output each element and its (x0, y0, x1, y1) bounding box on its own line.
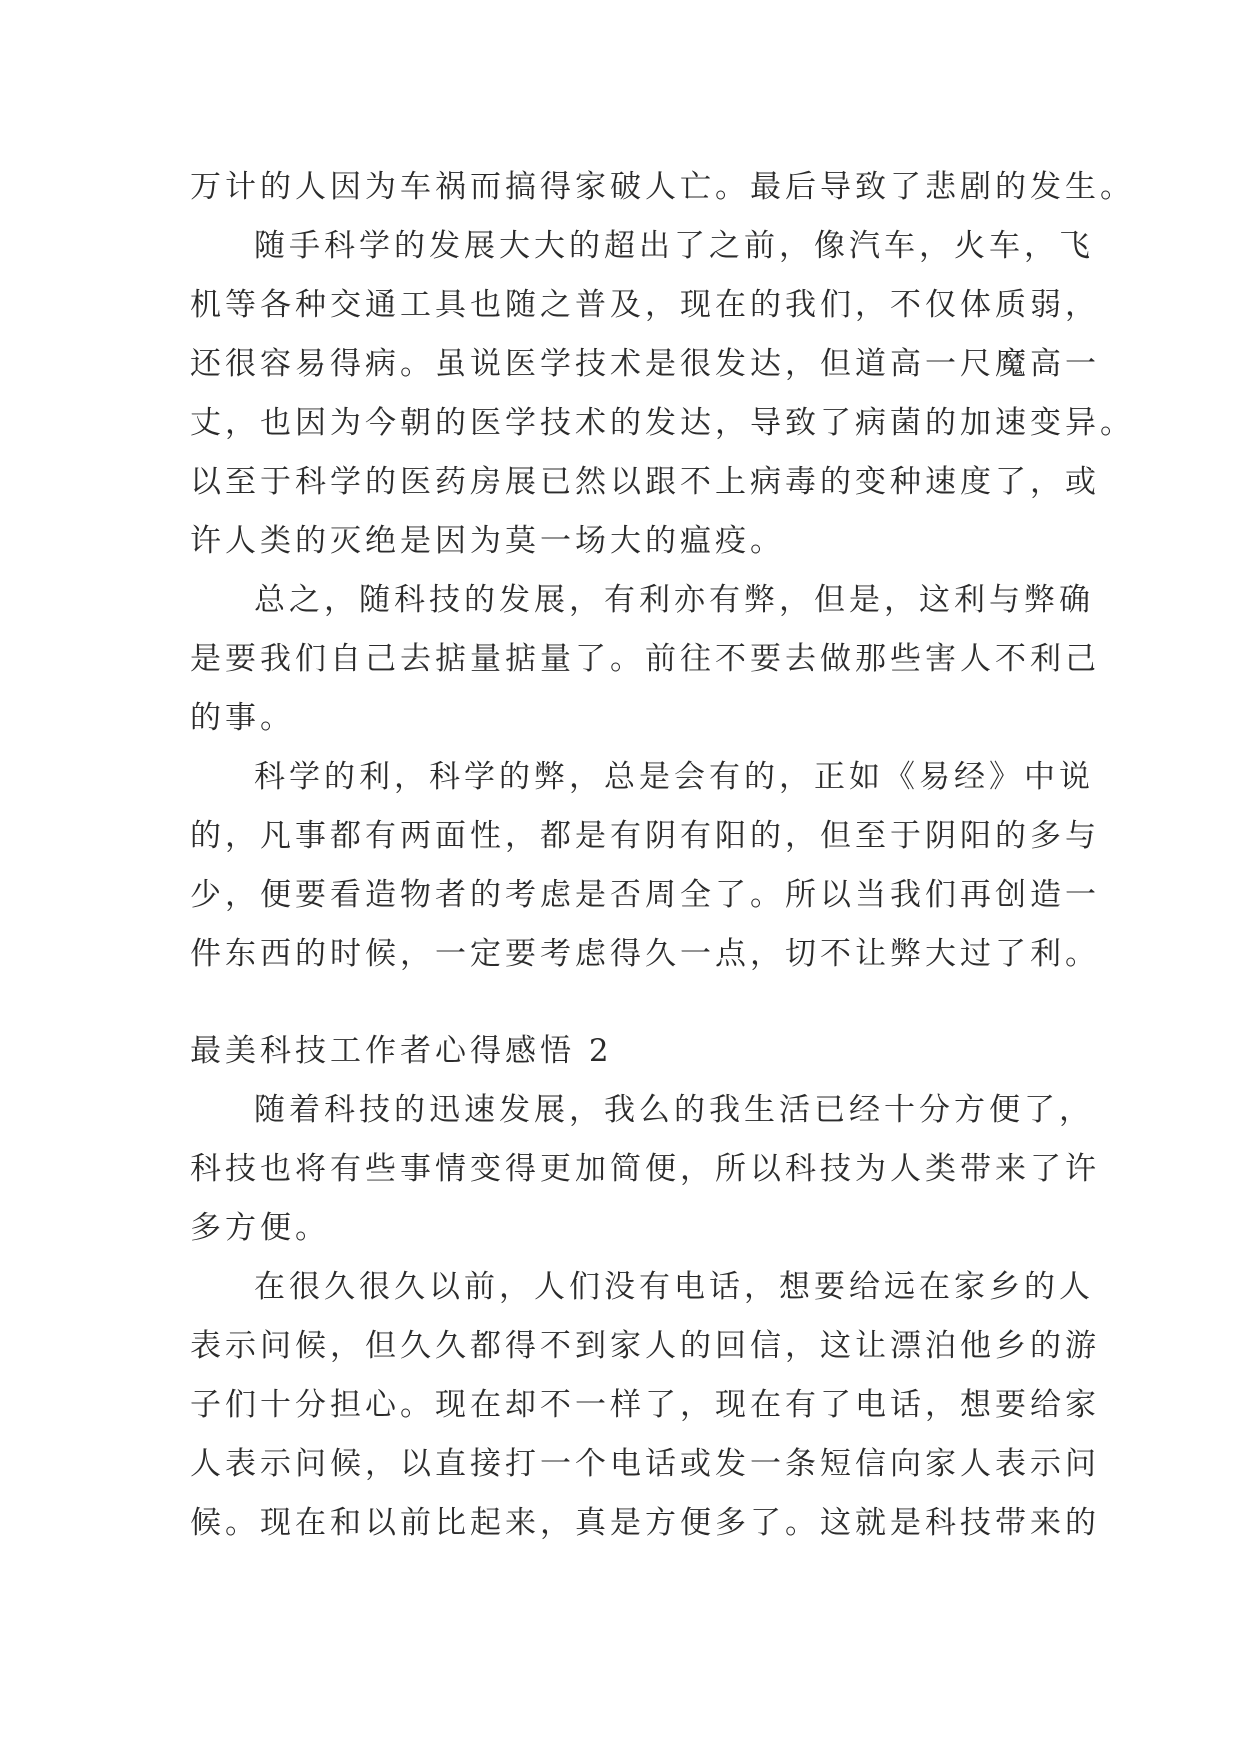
text-line: 子们十分担心。现在却不一样了，现在有了电话，想要给家 (190, 1387, 1100, 1423)
text-line: 多方便。 (190, 1210, 330, 1246)
section-heading: 最美科技工作者心得感悟 2 (190, 1033, 613, 1069)
text-line: 人表示问候，以直接打一个电话或发一条短信向家人表示问 (190, 1446, 1100, 1482)
text-line: 还很容易得病。虽说医学技术是很发达，但道高一尺魔高一 (190, 346, 1100, 382)
paragraph-3 (190, 571, 1100, 748)
paragraph-4 (190, 748, 1100, 984)
text-line: 万计的人因为车祸而搞得家破人亡。最后导致了悲剧的发生。 (190, 169, 1135, 205)
text-line: 许人类的灭绝是因为莫一场大的瘟疫。 (190, 523, 785, 559)
text-line: 候。现在和以前比起来，真是方便多了。这就是科技带来的 (190, 1505, 1100, 1541)
text-line: 的，凡事都有两面性，都是有阴有阳的，但至于阴阳的多与 (190, 818, 1100, 854)
text-line: 机等各种交通工具也随之普及，现在的我们，不仅体质弱， (190, 287, 1100, 323)
text-line: 丈，也因为今朝的医学技术的发达，导致了病菌的加速变异。 (190, 405, 1135, 441)
text-line: 科学的利，科学的弊，总是会有的，正如《易经》中说 (254, 759, 1094, 795)
text-line: 随手科学的发展大大的超出了之前，像汽车，火车，飞 (254, 228, 1094, 264)
text-line: 随着科技的迅速发展，我么的我生活已经十分方便了， (254, 1092, 1094, 1128)
paragraph-1 (190, 158, 1135, 217)
text-line: 件东西的时候，一定要考虑得久一点，切不让弊大过了利。 (190, 936, 1100, 972)
paragraph-6 (190, 1258, 1100, 1553)
text-line: 是要我们自己去掂量掂量了。前往不要去做那些害人不利己 (190, 641, 1100, 677)
text-line: 少，便要看造物者的考虑是否周全了。所以当我们再创造一 (190, 877, 1100, 913)
text-line: 科技也将有些事情变得更加简便，所以科技为人类带来了许 (190, 1151, 1100, 1187)
text-line: 表示问候，但久久都得不到家人的回信，这让漂泊他乡的游 (190, 1328, 1100, 1364)
document-body (190, 158, 1135, 1553)
paragraph-5 (190, 1081, 1100, 1258)
text-line: 以至于科学的医药房展已然以跟不上病毒的变种速度了，或 (190, 464, 1100, 500)
paragraph-2 (190, 217, 1135, 571)
text-line: 的事。 (190, 700, 295, 736)
text-line: 在很久很久以前，人们没有电话，想要给远在家乡的人 (254, 1269, 1094, 1305)
text-line: 总之，随科技的发展，有利亦有弊，但是，这利与弊确 (254, 582, 1094, 618)
